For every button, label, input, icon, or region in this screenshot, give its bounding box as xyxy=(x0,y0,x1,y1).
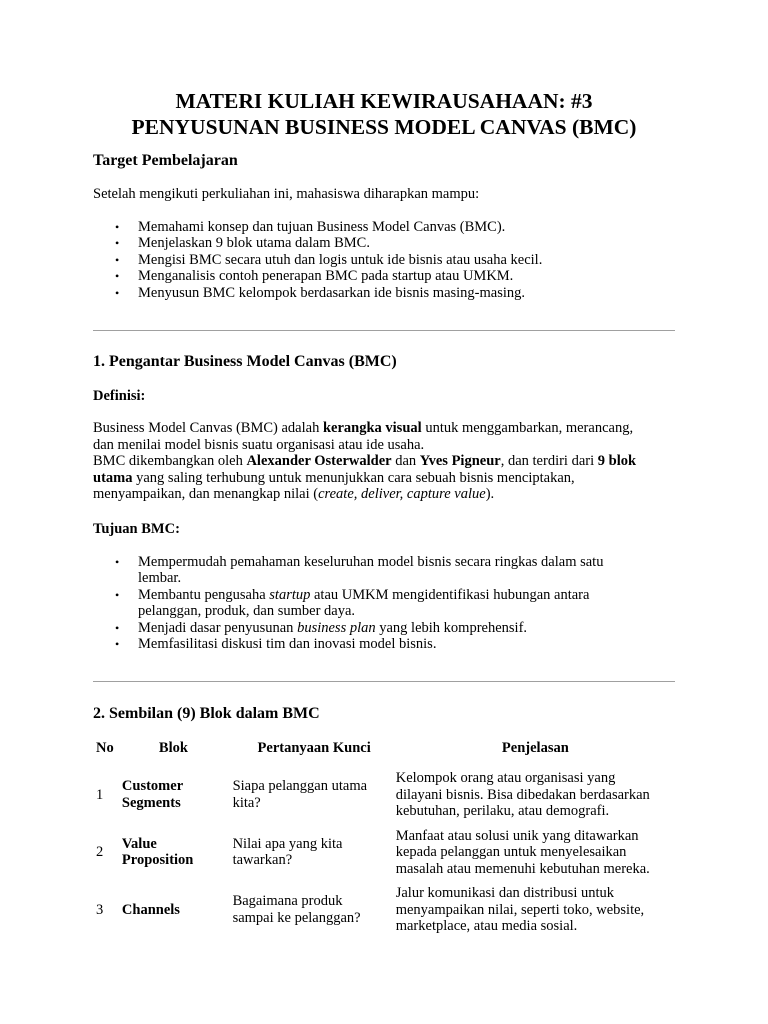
list-item: • Membantu pengusaha startup atau UMKM mengidentifikasi hubungan antara pelanggan, produk, dan sumber daya. xyxy=(115,586,590,619)
cell-penjelasan: Kelompok orang atau organisasi yang dilayani bisnis. Bisa dibedakan berdasarkan kebutuhan, perilaku, atau demografi. xyxy=(395,770,650,819)
bmc-blocks-table xyxy=(93,740,675,939)
cell-pertanyaan: Nilai apa yang kita tawarkan? xyxy=(232,835,343,869)
cell-pertanyaan: Bagaimana produk sampai ke pelanggan? xyxy=(232,893,361,926)
col-header-blok: Blok xyxy=(158,739,188,756)
list-item: • Menjadi dasar penyusunan business plan yang lebih komprehensif. xyxy=(115,619,528,636)
definisi-label: Definisi: xyxy=(93,388,146,404)
cell-penjelasan: Jalur komunikasi dan distribusi untuk menyampaikan nilai, seperti toko, website, marketplace, atau media sosial. xyxy=(395,885,645,934)
col-header-penjelasan: Penjelasan xyxy=(501,739,569,756)
list-item: • Menganalisis contoh penerapan BMC pada startup atau UMKM. xyxy=(115,268,514,284)
list-item: • Mempermudah pemahaman keseluruhan model bisnis secara ringkas dalam satu lembar. xyxy=(115,553,604,586)
cell-no: 1 xyxy=(96,786,104,803)
section2-heading: 2. Sembilan (9) Blok dalam BMC xyxy=(93,704,320,722)
table-row xyxy=(93,881,675,939)
section1-heading: 1. Pengantar Business Model Canvas (BMC) xyxy=(93,353,397,370)
col-header-pertanyaan: Pertanyaan Kunci xyxy=(257,739,371,756)
table-row xyxy=(93,766,675,824)
tujuan-label: Tujuan BMC: xyxy=(93,520,180,537)
target-intro: Setelah mengikuti perkuliahan ini, mahasiswa diharapkan mampu: xyxy=(93,186,480,202)
table-header-row xyxy=(93,740,675,767)
col-header-no: No xyxy=(96,739,114,756)
list-item: • Memfasilitasi diskusi tim dan inovasi model bisnis. xyxy=(115,636,437,652)
tujuan-list xyxy=(93,554,675,653)
cell-no: 2 xyxy=(96,844,104,860)
table-row xyxy=(93,824,675,882)
cell-blok: Customer Segments xyxy=(121,778,184,811)
title-line-2: PENYUSUNAN BUSINESS MODEL CANVAS (BMC) xyxy=(131,115,637,139)
cell-penjelasan: Manfaat atau solusi unik yang ditawarkan kepada pelanggan untuk menyelesaikan masalah atau memenuhi kebutuhan mereka. xyxy=(395,827,650,877)
target-heading: Target Pembelajaran xyxy=(93,152,238,169)
document-content xyxy=(93,88,675,939)
cell-pertanyaan: Siapa pelanggan utama kita? xyxy=(232,778,368,811)
document-title xyxy=(93,88,675,140)
cell-blok: Channels xyxy=(121,901,180,918)
title-line-1: MATERI KULIAH KEWIRAUSAHAAN: #3 xyxy=(175,89,593,113)
list-item: • Mengisi BMC secara utuh dan logis untuk ide bisnis atau usaha kecil. xyxy=(115,251,543,268)
list-item: • Menyusun BMC kelompok berdasarkan ide bisnis masing-masing. xyxy=(115,284,526,301)
definition-paragraph: Business Model Canvas (BMC) adalah kerangka visual untuk menggambarkan, merancang, dan menilai model bisnis suatu organisasi atau ide usaha. BMC dikembangkan oleh Alexander Osterwalder dan Yves Pigneur, dan terdiri dari 9 blok utama yang saling terhubung untuk menunjukkan cara sebuah bisnis menciptakan, menyampaikan, dan menangkap nilai (create, deliver, capture value). xyxy=(93,420,637,502)
cell-no: 3 xyxy=(96,901,104,918)
target-list xyxy=(93,219,675,302)
cell-blok: Value Proposition xyxy=(121,835,194,869)
list-item: • Menjelaskan 9 blok utama dalam BMC. xyxy=(115,235,370,251)
list-item: • Memahami konsep dan tujuan Business Model Canvas (BMC). xyxy=(115,218,506,235)
